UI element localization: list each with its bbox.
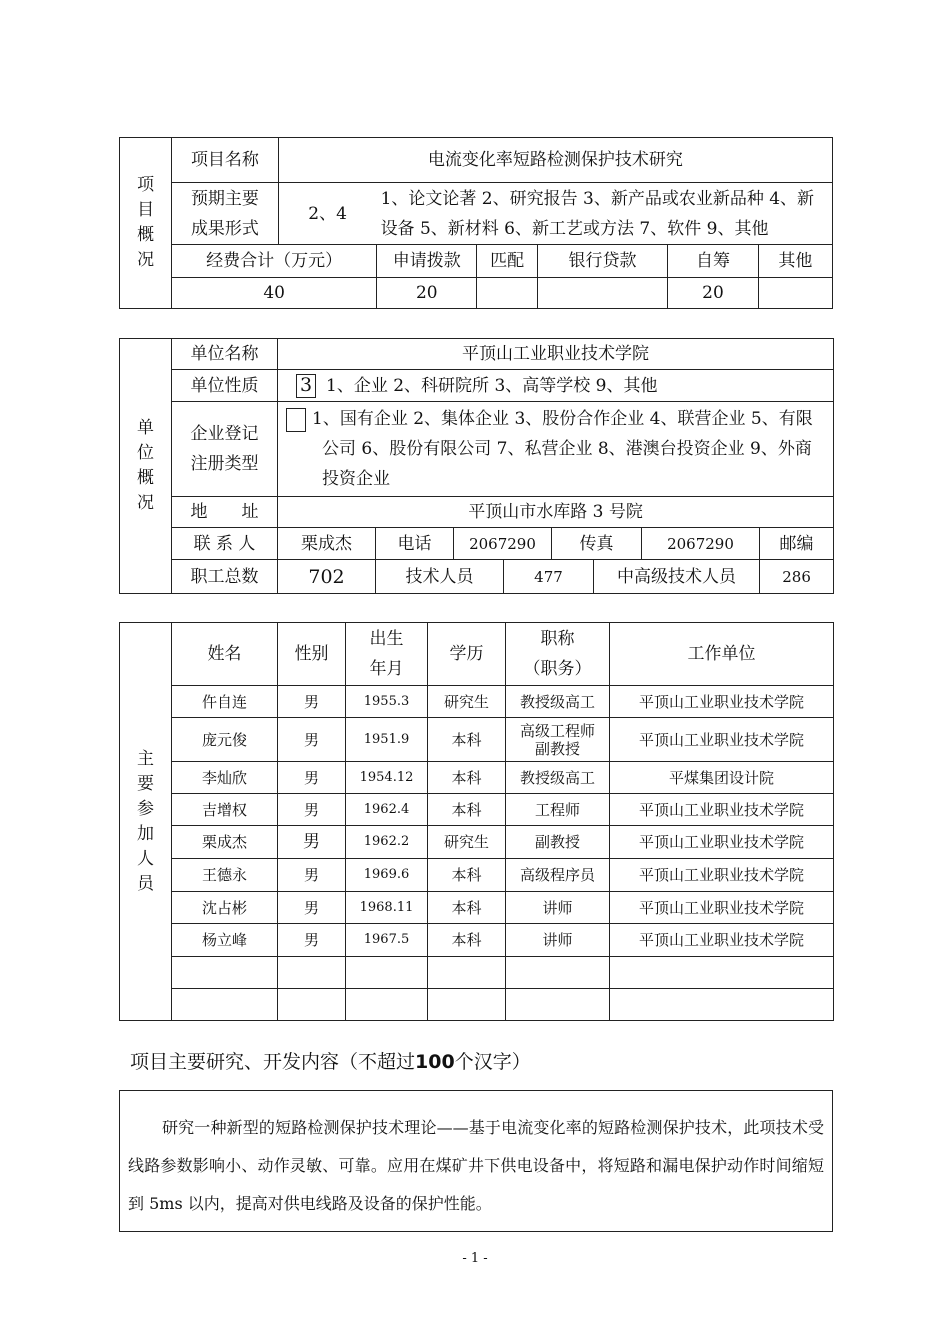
person-education: 研究生 (428, 826, 506, 859)
empty-cell (610, 957, 834, 989)
outcome-value: 2、4 (278, 183, 376, 245)
person-gender: 男 (278, 859, 346, 892)
table-row (120, 924, 834, 957)
person-gender: 男 (278, 718, 346, 762)
tech-staff-label: 技术人员 (376, 560, 504, 594)
person-education: 本科 (428, 924, 506, 957)
empty-row (120, 957, 834, 989)
person-education: 研究生 (428, 686, 506, 718)
empty-cell (428, 989, 506, 1021)
person-birth: 1969.6 (346, 859, 428, 892)
outcome-label-line2: 成果形式 (190, 218, 259, 239)
outcome-label (172, 183, 278, 245)
zip-label: 邮编 (760, 528, 834, 560)
phone-value: 2067290 (454, 528, 552, 560)
reg-type-checkbox[interactable] (286, 408, 306, 432)
person-name: 栗成杰 (172, 826, 278, 859)
person-title: 讲师 (506, 924, 610, 957)
person-title: 工程师 (506, 794, 610, 826)
header-birth-line1: 出生 (369, 629, 404, 649)
funding-apply-value: 20 (377, 278, 477, 309)
person-birth: 1967.5 (346, 924, 428, 957)
table-row (120, 686, 834, 718)
empty-cell (610, 989, 834, 1021)
funding-other-label: 其他 (758, 245, 832, 278)
contact-value: 栗成杰 (278, 528, 376, 560)
person-education: 本科 (428, 762, 506, 794)
reg-type-options-line3: 投资企业 (322, 469, 390, 489)
empty-cell (346, 989, 428, 1021)
person-name: 仵自连 (172, 686, 278, 718)
outcome-label-line1: 预期主要 (190, 188, 259, 209)
person-gender: 男 (278, 762, 346, 794)
senior-staff-label: 中高级技术人员 (594, 560, 760, 594)
header-unit: 工作单位 (610, 623, 834, 686)
header-birth (346, 623, 428, 686)
project-section-label-text: 项目概况 (137, 175, 155, 270)
header-education: 学历 (428, 623, 506, 686)
empty-row (120, 989, 834, 1021)
person-unit: 平顶山工业职业技术学院 (610, 892, 834, 924)
table-row (120, 794, 834, 826)
funding-loan-value (537, 278, 668, 309)
content-heading (130, 1047, 531, 1074)
person-name: 杨立峰 (172, 924, 278, 957)
header-title-line1: 职称 (540, 629, 575, 649)
person-education: 本科 (428, 794, 506, 826)
fax-value: 2067290 (642, 528, 760, 560)
person-title: 教授级高工 (506, 762, 610, 794)
empty-cell (346, 957, 428, 989)
person-unit: 平顶山工业职业技术学院 (610, 718, 834, 762)
header-birth-line2: 年月 (369, 659, 404, 679)
funding-match-value (477, 278, 537, 309)
contact-label: 联 系 人 (172, 528, 278, 560)
person-education: 本科 (428, 892, 506, 924)
person-title: 教授级高工 (506, 686, 610, 718)
header-title (506, 623, 610, 686)
table-row (120, 892, 834, 924)
person-education: 本科 (428, 718, 506, 762)
personnel-section-label (120, 623, 172, 1021)
senior-staff-value: 286 (760, 560, 834, 594)
empty-cell (428, 957, 506, 989)
content-heading-post: 个汉字） (454, 1051, 531, 1073)
unit-nature-cell (278, 370, 834, 402)
unit-name-label: 单位名称 (172, 339, 278, 370)
reg-type-cell (278, 402, 834, 497)
person-gender: 男 (278, 794, 346, 826)
fax-label: 传真 (552, 528, 642, 560)
personnel-table (119, 622, 834, 1021)
person-birth: 1968.11 (346, 892, 428, 924)
person-unit: 平煤集团设计院 (610, 762, 834, 794)
unit-section-label (120, 339, 172, 594)
funding-other-value (758, 278, 832, 309)
person-gender: 男 (278, 924, 346, 957)
person-title-line2: 副教授 (534, 739, 580, 758)
unit-nature-label: 单位性质 (172, 370, 278, 402)
outcome-options (377, 183, 833, 245)
person-name: 庞元俊 (172, 718, 278, 762)
project-section-label (120, 138, 172, 309)
outcome-options-line1: 1、论文论著 2、研究报告 3、新产品或农业新品种 4、新 (380, 188, 815, 209)
address-value: 平顶山市水库路 3 号院 (278, 497, 834, 528)
person-title (506, 718, 610, 762)
page-number: - 1 - (462, 1251, 488, 1266)
personnel-section-label-text: 主要参加人员 (137, 748, 154, 894)
funding-self-value: 20 (668, 278, 758, 309)
person-name: 吉增权 (172, 794, 278, 826)
reg-type-label (172, 402, 278, 497)
content-box (119, 1090, 833, 1232)
staff-total-value: 702 (278, 560, 376, 594)
unit-overview-table (119, 338, 834, 594)
funding-total-value: 40 (172, 278, 377, 309)
person-unit: 平顶山工业职业技术学院 (610, 794, 834, 826)
content-heading-num: 100 (415, 1051, 455, 1073)
outcome-options-line2: 设备 5、新材料 6、新工艺或方法 7、软件 9、其他 (380, 218, 769, 239)
person-birth: 1951.9 (346, 718, 428, 762)
empty-cell (172, 957, 278, 989)
project-name-label: 项目名称 (172, 138, 278, 183)
person-unit: 平顶山工业职业技术学院 (610, 686, 834, 718)
person-birth: 1955.3 (346, 686, 428, 718)
table-row (120, 762, 834, 794)
address-label: 地 址 (172, 497, 278, 528)
empty-cell (172, 989, 278, 1021)
person-birth: 1962.2 (346, 826, 428, 859)
content-text: 研究一种新型的短路检测保护技术理论——基于电流变化率的短路检测保护技术，此项技术受线路参数影响小、动作灵敏、可靠。应用在煤矿井下供电设备中，将短路和漏电保护动作时间缩短到 5ms 以内，提高对供电线路及设备的保护性能。 (128, 1118, 824, 1213)
person-title-line1: 高级工程师 (519, 721, 595, 740)
person-birth: 1954.12 (346, 762, 428, 794)
reg-type-label-line1: 企业登记 (190, 424, 259, 444)
content-heading-pre: 项目主要研究、开发内容（不超过 (130, 1051, 416, 1073)
funding-total-label: 经费合计（万元） (172, 245, 377, 278)
funding-loan-label: 银行贷款 (537, 245, 668, 278)
empty-cell (278, 989, 346, 1021)
tech-staff-value: 477 (504, 560, 594, 594)
funding-match-label: 匹配 (477, 245, 537, 278)
staff-total-label: 职工总数 (172, 560, 278, 594)
empty-cell (278, 957, 346, 989)
person-unit: 平顶山工业职业技术学院 (610, 826, 834, 859)
phone-label: 电话 (376, 528, 454, 560)
unit-name-value: 平顶山工业职业技术学院 (278, 339, 834, 370)
unit-section-label-text: 单位概况 (137, 418, 154, 513)
person-birth: 1962.4 (346, 794, 428, 826)
unit-nature-checkbox[interactable]: 3 (296, 374, 316, 398)
project-name-value: 电流变化率短路检测保护技术研究 (278, 138, 832, 183)
table-row (120, 718, 834, 762)
person-unit: 平顶山工业职业技术学院 (610, 924, 834, 957)
reg-type-label-line2: 注册类型 (190, 454, 259, 474)
empty-cell (506, 957, 610, 989)
header-name: 姓名 (172, 623, 278, 686)
person-name: 李灿欣 (172, 762, 278, 794)
person-name: 王德永 (172, 859, 278, 892)
person-title: 副教授 (506, 826, 610, 859)
person-gender: 男 (278, 686, 346, 718)
unit-nature-options: 1、企业 2、科研院所 3、高等学校 9、其他 (326, 375, 658, 396)
person-title: 讲师 (506, 892, 610, 924)
reg-type-options-line2: 公司 6、股份有限公司 7、私营企业 8、港澳台投资企业 9、外商 (322, 439, 812, 459)
reg-type-options-line1: 1、国有企业 2、集体企业 3、股份合作企业 4、联营企业 5、有限 (312, 409, 813, 429)
person-title: 高级程序员 (506, 859, 610, 892)
project-overview-table (119, 137, 833, 309)
table-row (120, 859, 834, 892)
funding-self-label: 自筹 (668, 245, 758, 278)
person-unit: 平顶山工业职业技术学院 (610, 859, 834, 892)
header-title-line2: （职务） (523, 659, 592, 679)
header-gender: 性别 (278, 623, 346, 686)
table-row (120, 826, 834, 859)
person-gender: 男 (278, 892, 346, 924)
person-education: 本科 (428, 859, 506, 892)
empty-cell (506, 989, 610, 1021)
funding-apply-label: 申请拨款 (377, 245, 477, 278)
person-gender: 男 (278, 826, 346, 859)
person-name: 沈占彬 (172, 892, 278, 924)
